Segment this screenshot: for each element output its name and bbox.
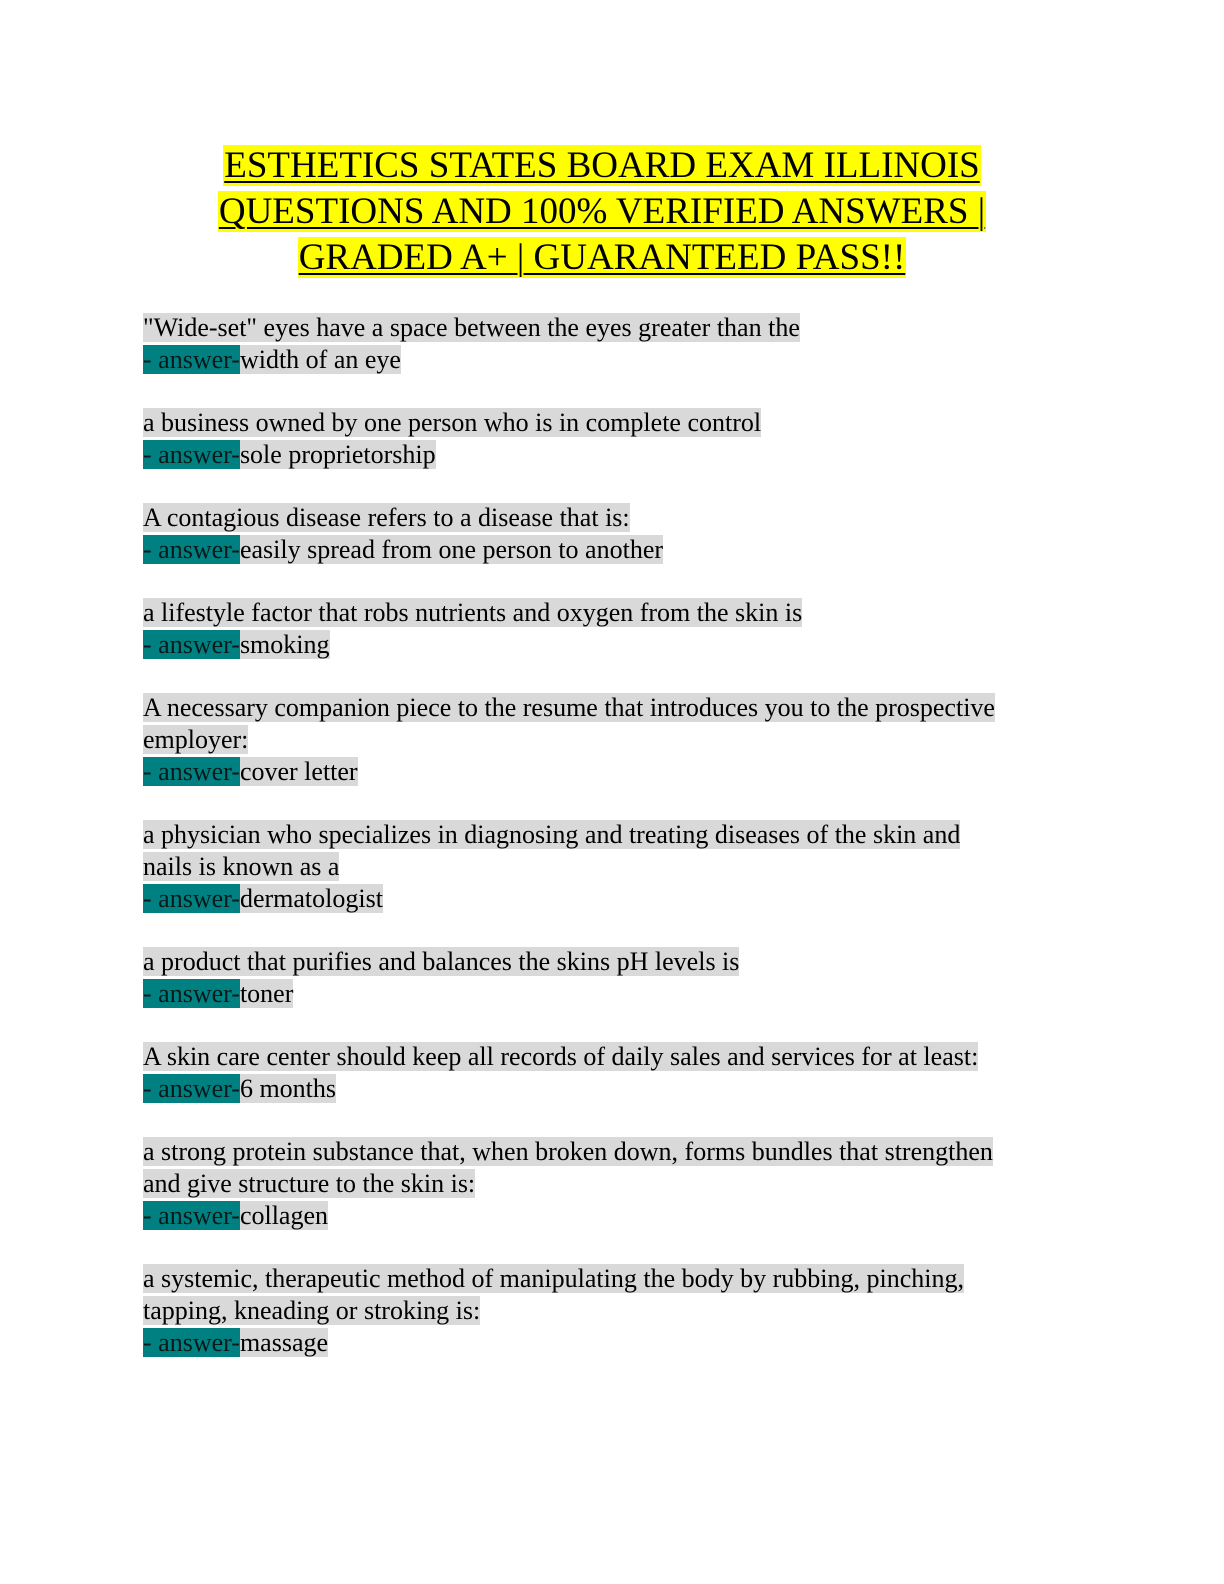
question-line [143, 597, 1063, 629]
qa-item [143, 1263, 1063, 1359]
answer-line [143, 344, 1063, 376]
answer-line [143, 1073, 1063, 1105]
answer-prefix: - answer- [143, 535, 240, 564]
qa-item [143, 502, 1063, 566]
question-line [143, 407, 1063, 439]
answer-prefix: - answer- [143, 1328, 240, 1357]
qa-item [143, 819, 1063, 915]
answer-line [143, 629, 1063, 661]
answer-line [143, 1200, 1063, 1232]
qa-list [143, 312, 1063, 1359]
question-text: "Wide-set" eyes have a space between the eyes greater than the [143, 313, 800, 342]
question-text: a strong protein substance that, when broken down, forms bundles that strengthen [143, 1137, 993, 1166]
answer-text: massage [239, 1328, 329, 1357]
question-line [143, 312, 1063, 344]
qa-item [143, 597, 1063, 661]
question-line [143, 1168, 1063, 1200]
answer-prefix: - answer- [143, 630, 240, 659]
question-text: tapping, kneading or stroking is: [143, 1296, 481, 1325]
qa-item [143, 1136, 1063, 1232]
answer-line [143, 534, 1063, 566]
question-line [143, 724, 1063, 756]
question-line [143, 819, 1063, 851]
qa-item [143, 946, 1063, 1010]
question-line [143, 502, 1063, 534]
title-line: ESTHETICS STATES BOARD EXAM ILLINOIS [224, 145, 980, 186]
document-title [150, 143, 1054, 281]
question-text: employer: [143, 725, 249, 754]
question-text: A contagious disease refers to a disease that is: [143, 503, 630, 532]
answer-prefix: - answer- [143, 884, 240, 913]
question-line [143, 1136, 1063, 1168]
question-text: a systemic, therapeutic method of manipulating the body by rubbing, pinching, [143, 1264, 964, 1293]
answer-line [143, 883, 1063, 915]
answer-text: width of an eye [239, 345, 401, 374]
question-text: a product that purifies and balances the skins pH levels is [143, 947, 740, 976]
answer-text: easily spread from one person to another [239, 535, 664, 564]
question-line [143, 1041, 1063, 1073]
question-text: and give structure to the skin is: [143, 1169, 476, 1198]
question-text: a physician who specializes in diagnosing and treating diseases of the skin and [143, 820, 961, 849]
question-text: A skin care center should keep all records of daily sales and services for at least: [143, 1042, 979, 1071]
answer-text: collagen [239, 1201, 329, 1230]
answer-prefix: - answer- [143, 1201, 240, 1230]
answer-prefix: - answer- [143, 979, 240, 1008]
answer-line [143, 756, 1063, 788]
answer-text: 6 months [239, 1074, 337, 1103]
question-text: nails is known as a [143, 852, 340, 881]
title-line: GRADED A+ | GUARANTEED PASS!! [298, 237, 906, 278]
answer-text: toner [239, 979, 294, 1008]
answer-line [143, 439, 1063, 471]
question-text: a lifestyle factor that robs nutrients and oxygen from the skin is [143, 598, 803, 627]
question-text: a business owned by one person who is in complete control [143, 408, 762, 437]
qa-item [143, 692, 1063, 788]
answer-line [143, 978, 1063, 1010]
qa-item [143, 407, 1063, 471]
answer-line [143, 1327, 1063, 1359]
question-line [143, 1295, 1063, 1327]
answer-prefix: - answer- [143, 345, 240, 374]
qa-item [143, 1041, 1063, 1105]
answer-prefix: - answer- [143, 440, 240, 469]
question-line [143, 851, 1063, 883]
answer-text: sole proprietorship [239, 440, 436, 469]
answer-prefix: - answer- [143, 757, 240, 786]
question-line [143, 692, 1063, 724]
answer-text: dermatologist [239, 884, 383, 913]
title-line: QUESTIONS AND 100% VERIFIED ANSWERS | [218, 191, 986, 232]
question-text: A necessary companion piece to the resume that introduces you to the prospective [143, 693, 995, 722]
answer-prefix: - answer- [143, 1074, 240, 1103]
question-line [143, 946, 1063, 978]
answer-text: smoking [239, 630, 330, 659]
qa-item [143, 312, 1063, 376]
question-line [143, 1263, 1063, 1295]
answer-text: cover letter [239, 757, 358, 786]
